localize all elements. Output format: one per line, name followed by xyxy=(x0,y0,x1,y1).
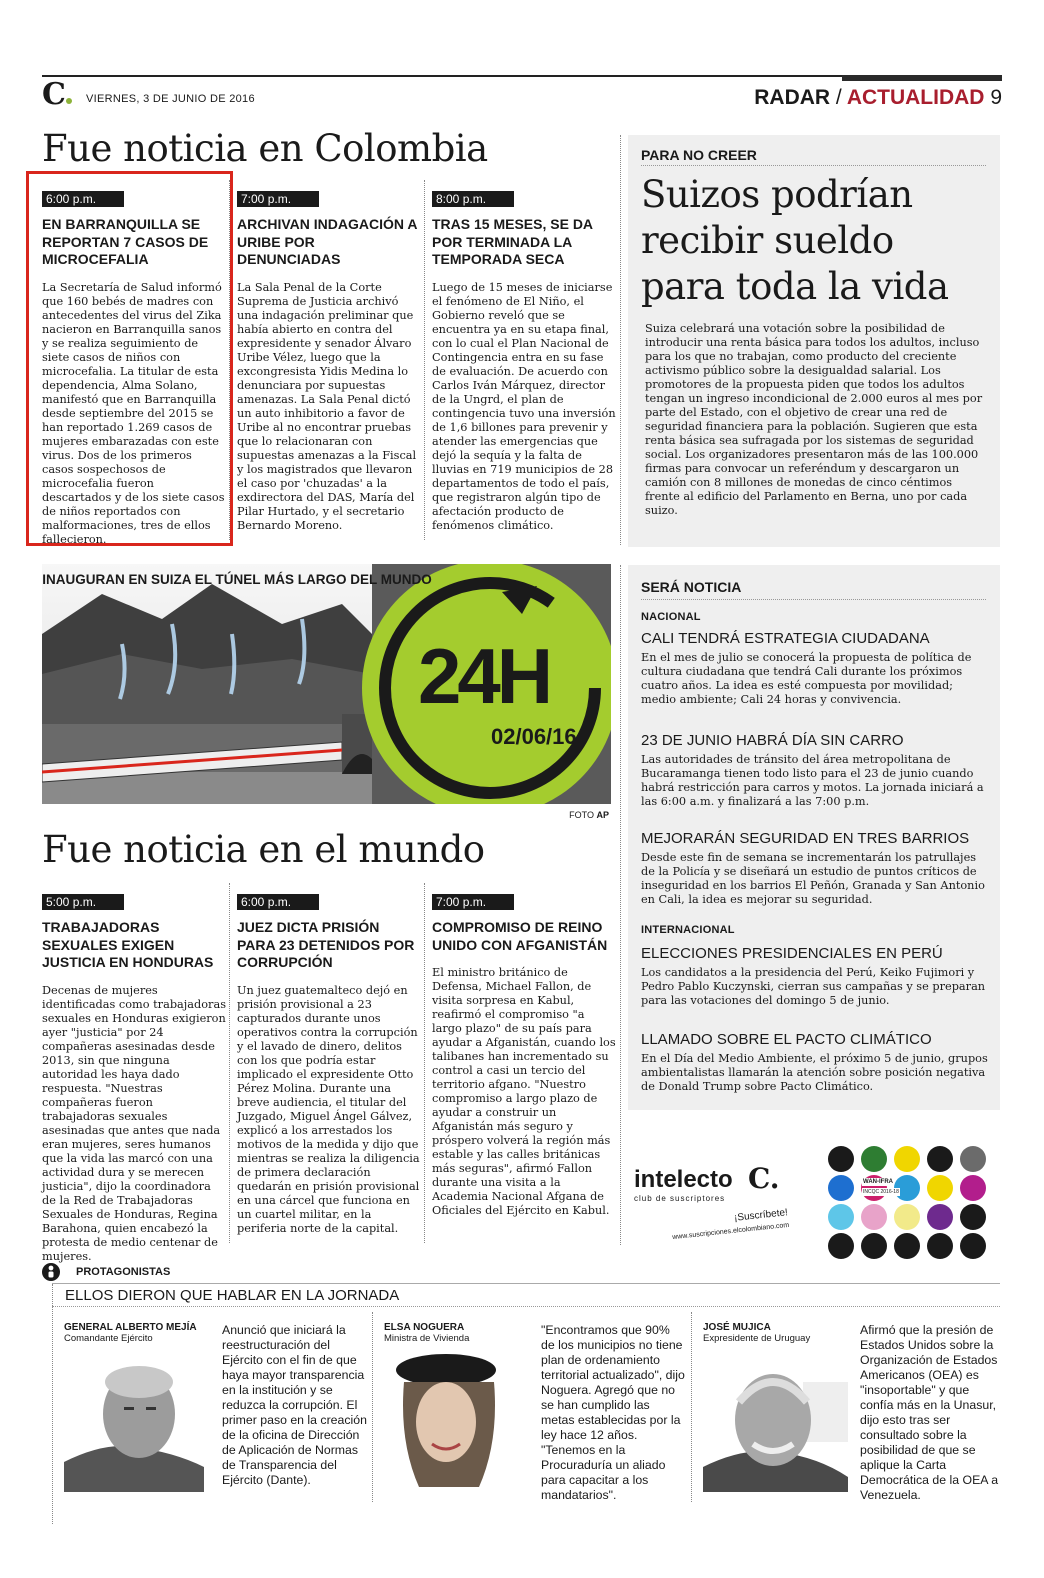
person-name: GENERAL ALBERTO MEJÍA xyxy=(64,1322,197,1333)
ad-color-dot xyxy=(828,1233,854,1259)
time-chip: 6:00 p.m. xyxy=(42,191,124,207)
protagonistas-sub-rule xyxy=(52,1306,1000,1307)
ad-brand-logo: C. xyxy=(748,1162,780,1195)
sera-noticia-box xyxy=(628,565,1000,1110)
person-name: JOSÉ MUJICA xyxy=(703,1322,771,1333)
person-photo-noguera xyxy=(384,1352,524,1492)
news-item-colombia-3 xyxy=(432,188,616,533)
logo-dot xyxy=(66,98,72,104)
ad-cta[interactable]: ¡Suscríbete! xyxy=(733,1207,789,1224)
item-body: En el Día del Medio Ambiente, el próximo 5 de junio, grupos ambientalistas llamarán la atención sobre posición negativa de Donald Trump sobre Pacto Climático. xyxy=(641,1052,988,1093)
news-title[interactable]: COMPROMISO DE REINO UNIDO CON AFGANISTÁN xyxy=(432,919,608,953)
box-kicker: PARA NO CREER xyxy=(641,147,757,163)
person-card-noguera xyxy=(384,1322,534,1344)
time-chip: 6:00 p.m. xyxy=(237,894,319,910)
protagonistas-rule xyxy=(52,1283,1000,1284)
ad-color-dot xyxy=(927,1175,953,1201)
time-chip: 7:00 p.m. xyxy=(432,894,514,910)
sera-noticia-item xyxy=(641,732,991,809)
sera-noticia-item xyxy=(641,830,991,907)
ad-color-dot xyxy=(894,1146,920,1172)
top-accent-bar xyxy=(842,75,1002,81)
column-divider xyxy=(424,180,425,540)
person-photo-mejia xyxy=(64,1352,204,1492)
person-quote: Afirmó que la presión de Estados Unidos sobre la Organización de Estados Americanos (OEA) es "insoportable" y que confía más en la Unasur, dijo esto tras ser consultado sobre la posibilidad de que se aplique la Carta Democrática de la OEA a Venezuela. xyxy=(860,1323,999,1502)
ad-badge-bottom: INCQC 2016-18 xyxy=(863,1189,899,1195)
subsection-name[interactable]: ACTUALIDAD xyxy=(846,86,985,109)
item-body: En el mes de julio se conocerá la propuesta de política de cultura ciudadana que tendrá Cali durante los próximos cuatro años. La idea es esté compuesta por movilidad; medio ambiente; Cali 24 horas y convivencia. xyxy=(641,651,972,706)
ad-url[interactable]: www.suscripciones.elcolombiano.com xyxy=(671,1221,790,1242)
ad-color-dot xyxy=(960,1146,986,1172)
newspaper-logo[interactable]: C xyxy=(42,77,66,112)
news-title[interactable]: ARCHIVAN INDAGACIÓN A URIBE POR DENUNCIADAS xyxy=(237,216,417,267)
mundo-heading: Fue noticia en el mundo xyxy=(42,828,485,871)
news-body: La Sala Penal de la Corte Suprema de Justicia archivó una indagación preliminar que había abierto en contra del expresidente y senador Álvaro Uribe Vélez, luego que la excongresista Yidis Medina lo denunciara por supuestas amenazas. La Sala Penal dictó un auto inhibitorio a favor de Uribe al no encontrar pruebas que lo relacionaran con supuestas amenazas a la Fiscal y los magistrados que llevaron el caso por 'chuzadas' a la exdirectora del DAS, María del Pilar Hurtado, y el secretario Bernardo Moreno. xyxy=(237,280,417,532)
ad-brand[interactable]: intelecto xyxy=(634,1166,733,1193)
news-item-mundo-2 xyxy=(237,891,421,1236)
item-title[interactable]: LLAMADO SOBRE EL PACTO CLIMÁTICO xyxy=(641,1031,932,1048)
ad-color-dot xyxy=(960,1233,986,1259)
box-kicker: SERÁ NOTICIA xyxy=(641,579,742,595)
colombia-heading: Fue noticia en Colombia xyxy=(42,127,488,170)
person-photo-mujica xyxy=(703,1352,848,1492)
protagonistas-kicker: PROTAGONISTAS xyxy=(76,1266,171,1278)
time-chip: 7:00 p.m. xyxy=(237,191,319,207)
sera-noticia-item xyxy=(641,1031,991,1094)
item-title[interactable]: MEJORARÁN SEGURIDAD EN TRES BARRIOS xyxy=(641,830,970,847)
sera-noticia-item xyxy=(641,945,991,1008)
item-title[interactable]: CALI TENDRÁ ESTRATEGIA CIUDADANA xyxy=(641,630,930,647)
box-title[interactable]: Suizos podrían recibir sueldo para toda la vida xyxy=(641,173,949,308)
sera-noticia-item xyxy=(641,630,991,707)
ad-color-dot xyxy=(828,1175,854,1201)
person-card-mejia xyxy=(64,1322,214,1344)
item-body: Los candidatos a la presidencia del Perú, Keiko Fujimori y Pedro Pablo Kuczynski, cierran sus campañas y se preparan para las votaciones del domingo 5 de junio. xyxy=(641,966,986,1007)
section-name[interactable]: RADAR xyxy=(754,86,831,109)
person-role: Expresidente de Uruguay xyxy=(703,1333,811,1344)
column-divider xyxy=(372,1312,373,1502)
news-title[interactable]: TRAS 15 MESES, SE DA POR TERMINADA LA TEMPORADA SECA xyxy=(432,216,593,267)
section-header xyxy=(754,86,1002,110)
ad-color-dot xyxy=(828,1146,854,1172)
ad-color-dot xyxy=(894,1233,920,1259)
photo-credit xyxy=(569,810,609,820)
ad-color-dot xyxy=(960,1204,986,1230)
column-divider xyxy=(424,883,425,1243)
news-body: El ministro británico de Defensa, Michael Fallon, de visita sorpresa en Kabul, reafirmó el compromiso "a largo plazo" de su país para ayudar a Afganistán, cuando los talibanes han incrementado su control a casi un tercio del territorio afgano. "Nuestro compromiso a largo plazo de ayudar a construir un Afganistán más seguro y próspero volverá la región más estable y las calles británicas más seguras", afirmó Fallon durante una visita a la Academia Nacional Afgana de Oficiales del Ejército en Kabul. xyxy=(432,966,616,1217)
time-chip: 8:00 p.m. xyxy=(432,191,514,207)
kicker-rule xyxy=(641,599,986,600)
credit-label: FOTO xyxy=(569,810,594,820)
label-nacional: NACIONAL xyxy=(641,611,701,623)
news-item-colombia-1 xyxy=(42,188,226,547)
person-card-mujica xyxy=(703,1322,853,1344)
column-divider xyxy=(620,135,621,545)
time-chip: 5:00 p.m. xyxy=(42,894,124,910)
column-divider xyxy=(229,180,230,540)
credit-source: AP xyxy=(596,810,609,820)
para-no-creer-box xyxy=(628,135,1000,547)
person-name: ELSA NOGUERA xyxy=(384,1322,465,1333)
issue-date: VIERNES, 3 DE JUNIO DE 2016 xyxy=(86,93,255,105)
ad-color-dots xyxy=(828,1146,998,1258)
tunnel-photo[interactable] xyxy=(42,564,611,804)
news-title[interactable]: EN BARRANQUILLA SE REPORTAN 7 CASOS DE MICROCEFALIA xyxy=(42,216,209,267)
badge-date: 02/06/16 xyxy=(491,724,577,749)
photo-caption: INAUGURAN EN SUIZA EL TÚNEL MÁS LARGO DEL MUNDO xyxy=(42,572,432,587)
label-internacional: INTERNACIONAL xyxy=(641,924,735,936)
ad-color-dot xyxy=(894,1204,920,1230)
ad-color-dot xyxy=(861,1204,887,1230)
news-body: La Secretaría de Salud informó que 160 bebés de madres con antecedentes del virus del Zika nacieron en Barranquilla sanos y se realiza seguimiento de siete casos de niños con microcefalia. La titular de esta dependencia, Alma Solano, manifestó que en Barranquilla desde septiembre del 2015 se han reportado 1.269 casos de mujeres embarazadas con este virus. Dos de los primeros casos sospechosos de microcefalia fueron descartados y de los siete casos de niños reportados con malformaciones, tres de ellos fallecieron. xyxy=(42,280,225,546)
ad-color-dot xyxy=(960,1175,986,1201)
item-title[interactable]: 23 DE JUNIO HABRÁ DÍA SIN CARRO xyxy=(641,732,904,749)
news-body: Luego de 15 meses de iniciarse el fenómeno de El Niño, el Gobierno reveló que se encuentra ya en su etapa final, con lo cual el Plan Nacional de Contingencia entra en su fase de evaluación. De acuerdo con Carlos Iván Márquez, director de la Ungrd, el plan de contingencia tuvo una inversión de 1,6 billones para prevenir y atender las emergencias que dejó la sequía y la falta de lluvias en 719 municipios de 28 departamentos de todo el país, que registraron algún tipo de afectación producto de fenómenos climático. xyxy=(432,280,616,532)
news-item-colombia-2 xyxy=(237,188,421,533)
news-body: Un juez guatemalteco dejó en prisión provisional a 23 capturados durante unos operativos contra la corrupción y el lavado de dinero, delitos con los que podría estar implicado el expresidente Otto Pérez Molina. Durante una breve audiencia, el titular del Juzgado, Miguel Ángel Gálvez, explicó a los arrestados los motivos de la medida y dijo que mientras se realiza la diligencia de primera declaración quedarán en prisión provisional en una cárcel que funciona en un cuartel militar, en la periferia norte de la capital. xyxy=(237,983,420,1235)
ad-color-dot xyxy=(861,1146,887,1172)
box-body: Suiza celebrará una votación sobre la posibilidad de introducir una renta básica para todos los adultos, incluso para los que no trabajan, como producto del creciente activismo público sobre la desigualdad salarial. Los promotores de la propuesta piden que todos los adultos tengan un ingreso incondicional de 2.000 euros al mes por parte del Estado, con el objetivo de crear una red de seguridad financiera para la población. Sugieren que esta renta básica sea sufragada por los sistemas de seguridad social. Los organizadores presentaron más de las 100.000 firmas para convocar un referéndum y descargaron un camión con 8 millones de monedas de cinco céntimos frente al edificio del Parlamento en Berna, uno por cada suizo. xyxy=(645,322,983,517)
ad-color-dot xyxy=(927,1204,953,1230)
person-quote: Anunció que iniciará la reestructuración del Ejército con el fin de que haya mayor transparencia en la institución y se reduzca la corrupción. El primer paso en la creación de la oficina de Dirección de Aplicación de Normas de Transparencia del Ejército (Dante). xyxy=(222,1323,367,1487)
page-number: 9 xyxy=(990,86,1002,109)
ad-color-dot xyxy=(861,1233,887,1259)
ad-tagline: club de suscriptores xyxy=(634,1194,726,1203)
subscription-ad[interactable] xyxy=(624,1124,1000,1262)
news-title[interactable]: JUEZ DICTA PRISIÓN PARA 23 DETENIDOS POR CORRUPCIÓN xyxy=(237,919,415,970)
ad-badge-top: WAN-IFRA xyxy=(863,1179,893,1185)
column-divider xyxy=(229,883,230,1243)
news-item-mundo-1 xyxy=(42,891,226,1264)
person-icon xyxy=(42,1262,60,1284)
person-role: Comandante Ejército xyxy=(64,1333,153,1344)
badge-24h: 24H xyxy=(418,632,550,720)
news-body: Decenas de mujeres identificadas como trabajadoras sexuales en Honduras exigieron ayer "justicia" por 24 compañeras asesinadas desde 2013, sin que ninguna autoridad les haya dado respuesta. "Nuestras compañeras fueron trabajadoras sexuales asesinadas que antes que nada eran mujeres, seres humanos que la vida las marcó con una actividad dura y se merecen justicia", dijo la coordinadora de la Red de Trabajadoras Sexuales de Honduras, Regina Barahona, quien encabezó la protesta de medio centenar de mujeres. xyxy=(42,983,226,1263)
item-body: Las autoridades de tránsito del área metropolitana de Bucaramanga tienen todo listo para el 23 de junio cuando habrá restricción para carros y motos. La jornada iniciará a las 6:00 a.m. y finalizará a las 7:00 p.m. xyxy=(641,753,984,808)
column-divider xyxy=(691,1312,692,1502)
ad-color-dot xyxy=(927,1146,953,1172)
item-title[interactable]: ELECCIONES PRESIDENCIALES EN PERÚ xyxy=(641,945,943,962)
news-item-mundo-3 xyxy=(432,891,616,1218)
item-body: Desde este fin de semana se incrementarán los patrullajes de la Policía y se diseñará un estudio de puntos críticos de inseguridad en los barrios El Peñón, Granada y San Antonio en Cali, la idea es mejorar su seguridad. xyxy=(641,851,985,906)
ad-color-dot xyxy=(927,1233,953,1259)
kicker-rule xyxy=(641,165,986,166)
ad-color-dot xyxy=(828,1204,854,1230)
protagonistas-side-rule xyxy=(52,1284,53,1524)
protagonistas-subtitle: ELLOS DIERON QUE HABLAR EN LA JORNADA xyxy=(65,1287,400,1304)
news-title[interactable]: TRABAJADORAS SEXUALES EXIGEN JUSTICIA EN HONDURAS xyxy=(42,919,214,970)
person-quote: "Encontramos que 90% de los municipios no tiene plan de ordenamiento territorial actualizado", dijo Noguera. Agregó que no se han cumplido las metas establecidas por la ley hace 12 años. "Tenemos en la Procuraduría un aliado para capacitar a los mandatarios". xyxy=(541,1323,685,1502)
column-divider xyxy=(620,565,621,1245)
section-separator: / xyxy=(835,86,842,109)
person-role: Ministra de Vivienda xyxy=(384,1333,470,1344)
